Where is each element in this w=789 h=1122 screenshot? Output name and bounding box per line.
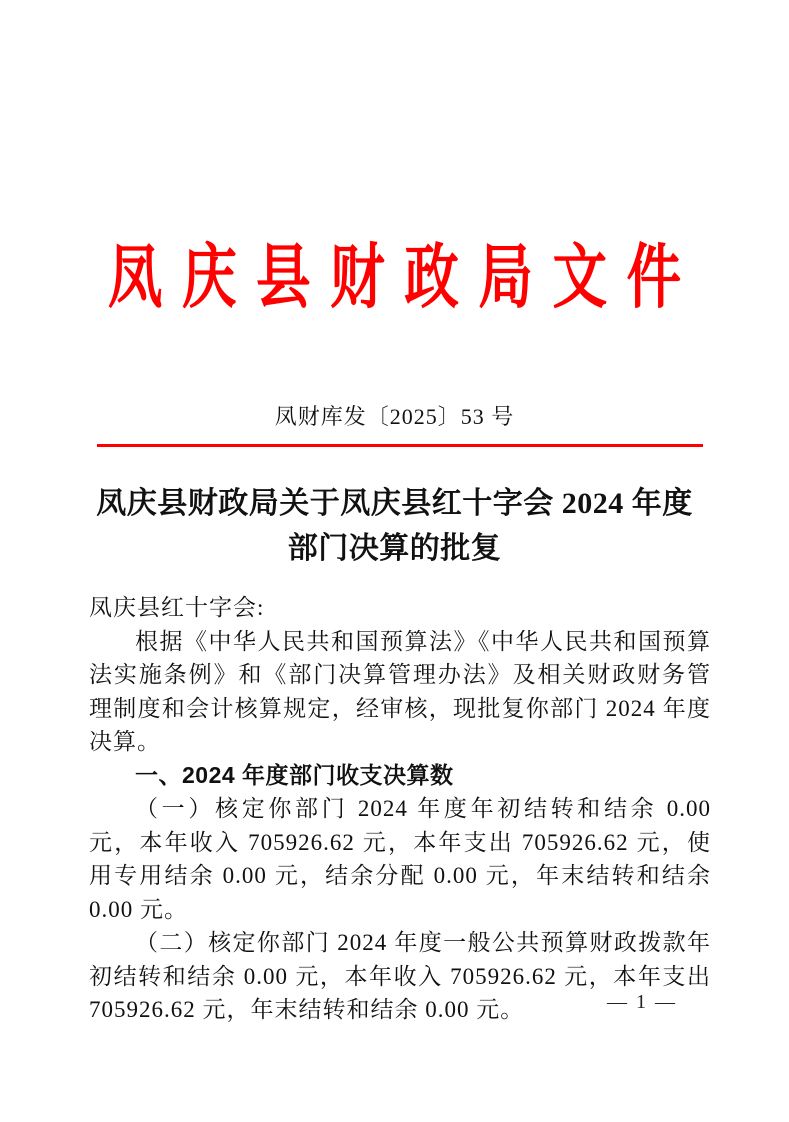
red-divider-line: [97, 444, 703, 447]
document-number: 凤财库发〔2025〕53 号: [274, 404, 515, 429]
document-title-line-1: 凤庆县财政局关于凤庆县红十字会 2024 年度: [96, 487, 693, 520]
section-heading-1: 一、2024 年度部门收支决算数: [135, 761, 454, 788]
agency-banner-title: 凤庆县财政局文件: [107, 240, 701, 317]
salutation: 凤庆县红十字会:: [89, 595, 265, 620]
page-number: — 1 —: [607, 991, 677, 1013]
intro-paragraph: 根据《中华人民共和国预算法》《中华人民共和国预算法实施条例》和《部门决算管理办法》及相关财政财务管理制度和会计核算规定，经审核，现批复你部门 2024 年度决算。: [89, 628, 711, 754]
item-2-paragraph: （二）核定你部门 2024 年度一般公共预算财政拨款年初结转和结余 0.00 元，本年收入 705926.62 元，本年支出 705926.62 元，年末结转和结余 0.00 元。: [89, 930, 711, 1022]
item-1-paragraph: （一）核定你部门 2024 年度年初结转和结余 0.00 元，本年收入 705926.62 元，本年支出 705926.62 元，使用专用结余 0.00 元，结余分配 0.00 元，年末结转和结余 0.00 元。: [89, 796, 711, 922]
document-title-line-2: 部门决算的批复: [287, 532, 502, 565]
document-title: [55, 481, 734, 571]
document-body: [89, 591, 711, 1027]
